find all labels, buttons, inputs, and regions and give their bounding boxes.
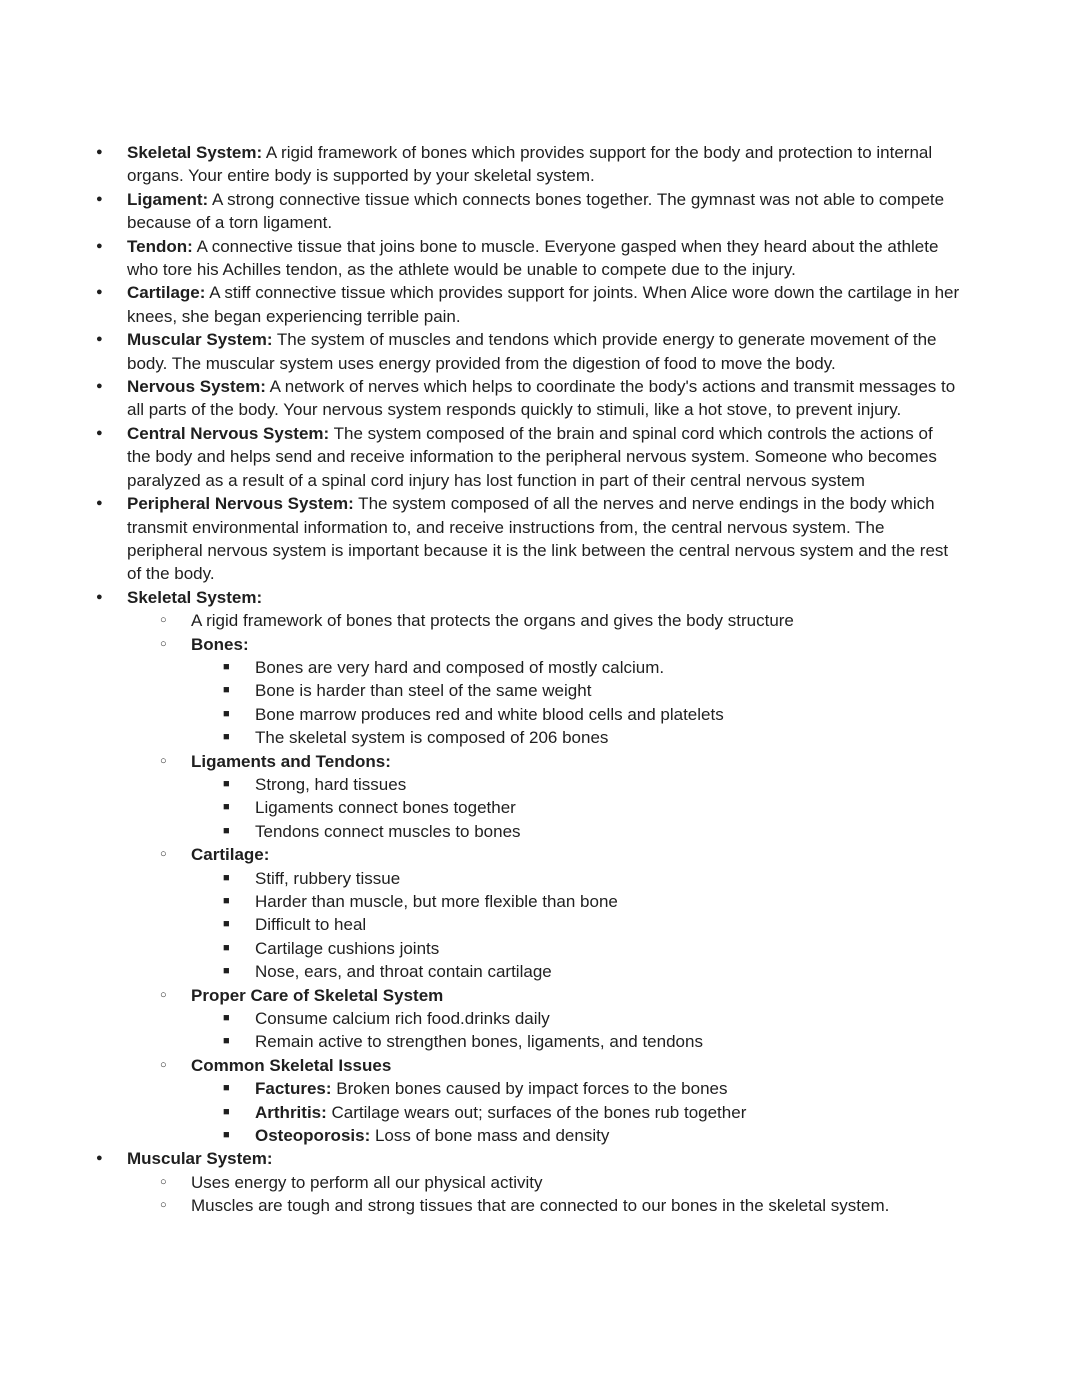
muscular-sublist [127, 1171, 960, 1218]
list-item [0, 281, 1080, 328]
term: Muscular System: [127, 330, 273, 350]
bones-list [191, 656, 960, 750]
definition: A strong connective tissue which connects bones together. The gymnast was not able to compete because of a torn ligament. [127, 189, 945, 233]
list-item [0, 188, 1080, 235]
section-heading: Skeletal System: [127, 587, 263, 607]
term: Factures: [255, 1079, 332, 1099]
definition: A connective tissue that joins bone to muscle. Everyone gasped when they heard about the athlete who tore his Achilles tendon, as the athlete would be unable to compete due to the injury. [127, 236, 939, 280]
cartilage-list [191, 867, 960, 984]
term: Arthritis: [255, 1102, 327, 1122]
definition: The system composed of all the nerves and nerve endings in the body which transmit environmental information to, and receive instructions from, the central nervous system. The peripheral nervous system is important because it is the link between the central nervous system and the rest of the body. [127, 494, 949, 584]
subsection-heading: Ligaments and Tendons: [191, 751, 391, 771]
definition: Broken bones caused by impact forces to the bones [331, 1079, 728, 1099]
definition: Cartilage wears out; surfaces of the bones rub together [326, 1102, 747, 1122]
term: Skeletal System: [127, 143, 263, 162]
issues-list [191, 1077, 960, 1147]
list-item: ■ Consume calcium rich food.drinks daily [0, 1007, 960, 1030]
term: Osteoporosis: [255, 1126, 371, 1146]
term: Nervous System: [127, 377, 266, 397]
definition: The system composed of the brain and spinal cord which controls the actions of the body and helps send and receive information to the peripheral nervous system. Someone who becomes paralyzed as a result of a spinal cord injury has lost function in part of their central nervous system [127, 423, 937, 490]
term: Central Nervous System: [127, 423, 330, 443]
document-body [0, 141, 1080, 1218]
list-item: ■ Stiff, rubbery tissue [0, 867, 960, 890]
list-item [0, 1124, 960, 1147]
notes-list [0, 141, 1080, 1218]
term: Tendon: [127, 236, 193, 256]
list-item: ○ A rigid framework of bones that protects the organs and gives the body structure [0, 609, 960, 632]
list-item [0, 141, 1080, 188]
list-item [0, 1101, 960, 1124]
subsection-heading: Bones: [191, 634, 249, 654]
subsection-heading: Proper Care of Skeletal System [191, 985, 444, 1005]
list-item: ○ Muscles are tough and strong tissues that are connected to our bones in the skeletal system. [0, 1194, 960, 1217]
definition: The system of muscles and tendons which provide energy to generate movement of the body. The muscular system uses energy provided from the digestion of food to move the body. [127, 330, 937, 373]
section-heading: Muscular System: [127, 1149, 273, 1169]
care-subsection [0, 984, 960, 1054]
subsection-heading: Common Skeletal Issues [191, 1055, 392, 1075]
term: Cartilage: [127, 283, 206, 303]
term: Peripheral Nervous System: [127, 494, 354, 514]
list-item: ■ The skeletal system is composed of 206 bones [0, 726, 960, 749]
ligaments-subsection [0, 750, 960, 844]
definition: A network of nerves which helps to coordinate the body's actions and transmit messages to all parts of the body. Your nervous system responds quickly to stimuli, like a hot stove, to prevent injury. [127, 377, 956, 420]
care-list [191, 1007, 960, 1054]
list-item: ■ Strong, hard tissues [0, 773, 960, 796]
list-item [0, 1077, 960, 1100]
skeletal-sublist [127, 609, 960, 1147]
definition: A stiff connective tissue which provides support for joints. When Alice wore down the cartilage in her knees, she began experiencing terrible pain. [127, 283, 960, 326]
list-item [0, 328, 1080, 375]
list-item: ■ Bone marrow produces red and white blood cells and platelets [0, 703, 960, 726]
cartilage-subsection [0, 843, 960, 983]
term: Ligament: [127, 189, 209, 209]
subsection-heading: Cartilage: [191, 845, 270, 865]
list-item [0, 422, 1080, 492]
list-item: ■ Bone is harder than steel of the same weight [0, 679, 960, 702]
list-item: ■ Ligaments connect bones together [0, 796, 960, 819]
list-item: ■ Nose, ears, and throat contain cartilage [0, 960, 960, 983]
bones-subsection [0, 633, 960, 750]
definition: A rigid framework of bones which provides support for the body and protection to internal organs. Your entire body is supported by your skeletal system. [127, 143, 933, 186]
list-item: ■ Difficult to heal [0, 913, 960, 936]
list-item [0, 492, 1080, 586]
definition: Loss of bone mass and density [370, 1126, 610, 1146]
list-item: ■ Harder than muscle, but more flexible than bone [0, 890, 960, 913]
list-item: ○ Uses energy to perform all our physical activity [0, 1171, 960, 1194]
list-item: ■ Tendons connect muscles to bones [0, 820, 960, 843]
issues-subsection [0, 1054, 960, 1148]
ligaments-list [191, 773, 960, 843]
list-item: ■ Cartilage cushions joints [0, 937, 960, 960]
list-item [0, 235, 1080, 282]
muscular-section [0, 1147, 1080, 1217]
list-item: ■ Bones are very hard and composed of mostly calcium. [0, 656, 960, 679]
list-item [0, 375, 1080, 422]
skeletal-section [0, 586, 1080, 1148]
list-item: ■ Remain active to strengthen bones, ligaments, and tendons [0, 1030, 960, 1053]
